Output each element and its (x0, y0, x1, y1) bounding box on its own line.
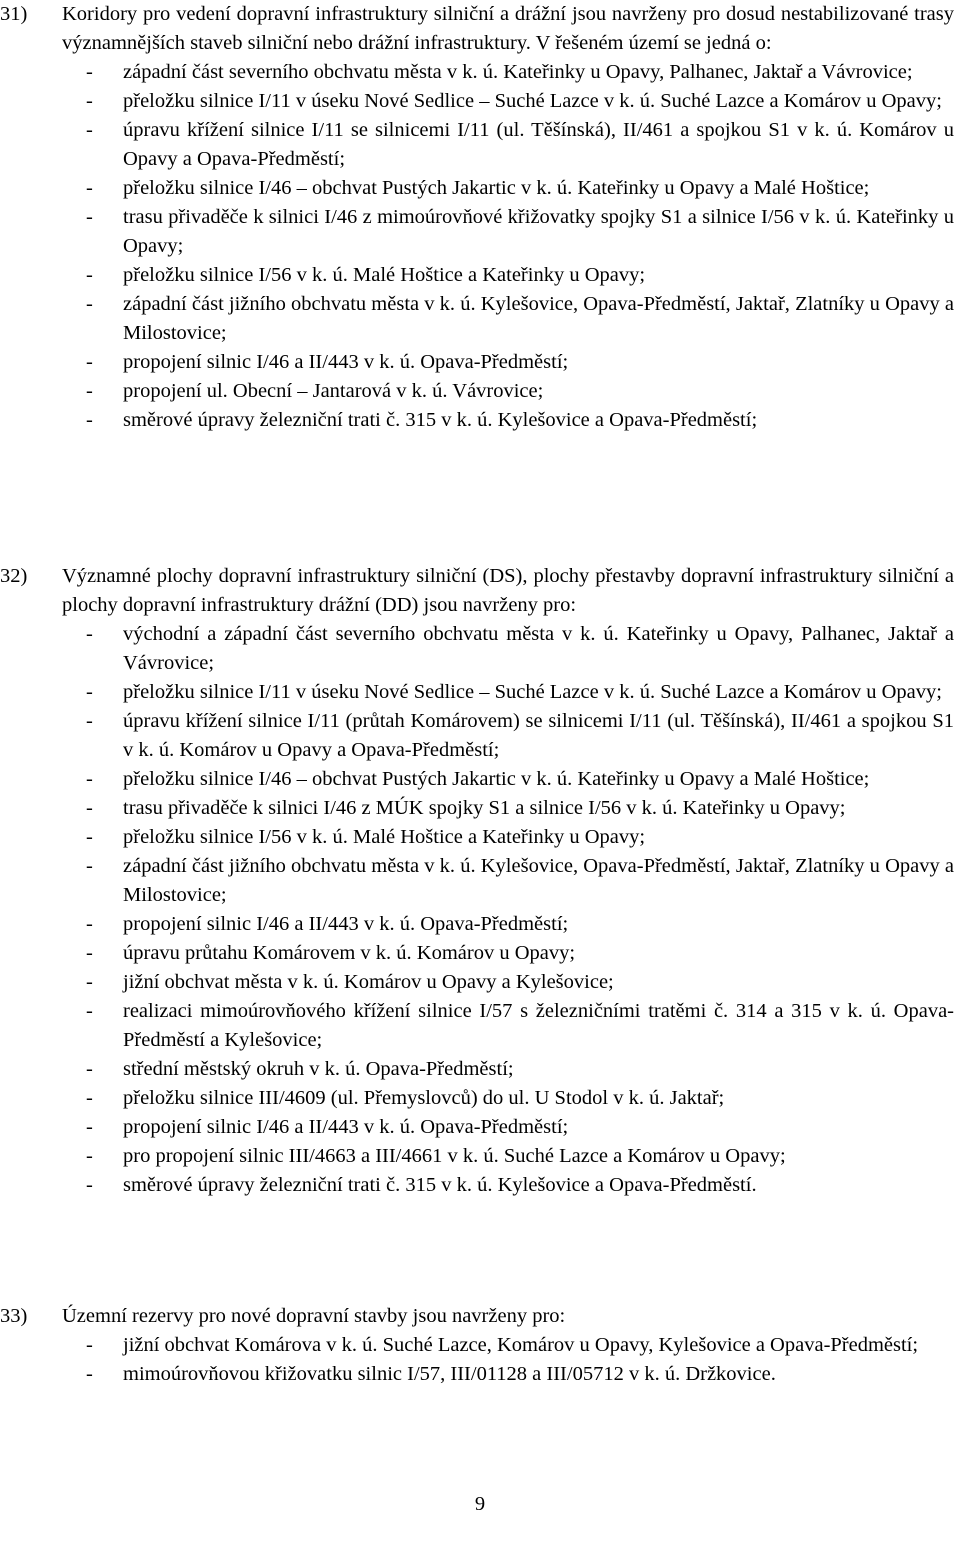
list-item: - přeložku silnice I/46 – obchvat Pustých Jakartic v k. ú. Kateřinky u Opavy a Malé Hoštice; (0, 174, 960, 203)
list-item: - směrové úpravy železniční trati č. 315 v k. ú. Kylešovice a Opava-Předměstí; (0, 406, 960, 435)
section-number: 32) (0, 565, 28, 587)
list-marker: - (86, 119, 93, 141)
list-marker: - (86, 351, 93, 373)
list-marker: - (86, 1087, 93, 1109)
list-item: - přeložku silnice I/56 v k. ú. Malé Hoštice a Kateřinky u Opavy; (0, 261, 960, 290)
list-item: - přeložku silnice I/11 v úseku Nové Sedlice – Suché Lazce v k. ú. Suché Lazce a Komárov u Opavy; (0, 678, 960, 707)
list-marker: - (86, 971, 93, 993)
list-item: - jižní obchvat města v k. ú. Komárov u Opavy a Kylešovice; (0, 968, 960, 997)
list-marker: - (86, 206, 93, 228)
list-marker: - (86, 1058, 93, 1080)
list-item: - jižní obchvat Komárova v k. ú. Suché Lazce, Komárov u Opavy, Kylešovice a Opava-Předměstí; (0, 1331, 960, 1360)
section-31 (0, 0, 960, 435)
list-marker: - (86, 293, 93, 315)
list-marker: - (86, 61, 93, 83)
list-marker: - (86, 380, 93, 402)
item-list (0, 620, 960, 1200)
list-item: - střední městský okruh v k. ú. Opava-Předměstí; (0, 1055, 960, 1084)
list-item: - přeložku silnice III/4609 (ul. Přemyslovců) do ul. U Stodol v k. ú. Jaktař; (0, 1084, 960, 1113)
list-item: - trasu přivaděče k silnici I/46 z MÚK spojky S1 a silnice I/56 v k. ú. Kateřinky u Opavy; (0, 794, 960, 823)
section-33 (0, 1302, 960, 1389)
list-marker: - (86, 681, 93, 703)
list-marker: - (86, 942, 93, 964)
list-item: - západní část jižního obchvatu města v k. ú. Kylešovice, Opava-Předměstí, Jaktař, Zlatníky u Opavy a Milostovice; (0, 290, 960, 348)
section-number: 33) (0, 1305, 28, 1327)
list-item: - propojení silnic I/46 a II/443 v k. ú. Opava-Předměstí; (0, 1113, 960, 1142)
list-item: - západní část jižního obchvatu města v k. ú. Kylešovice, Opava-Předměstí, Jaktař, Zlatníky u Opavy a Milostovice; (0, 852, 960, 910)
list-marker: - (86, 797, 93, 819)
list-marker: - (86, 1116, 93, 1138)
list-item: - úpravu křížení silnice I/11 se silnicemi I/11 (ul. Těšínská), II/461 a spojkou S1 v k. ú. Komárov u Opavy a Opava-Předměstí; (0, 116, 960, 174)
list-marker: - (86, 1145, 93, 1167)
list-marker: - (86, 177, 93, 199)
list-marker: - (86, 623, 93, 645)
section-intro-text: Koridory pro vedení dopravní infrastruktury silniční a drážní jsou navrženy pro dosud nestabilizované trasy významnějších staveb silniční nebo drážní infrastruktury. V řešeném území se jedná o: (62, 3, 954, 54)
list-item: - realizaci mimoúrovňového křížení silnice I/57 s železničními tratěmi č. 314 a 315 v k. ú. Opava-Předměstí a Kylešovice; (0, 997, 960, 1055)
list-marker: - (86, 826, 93, 848)
list-marker: - (86, 913, 93, 935)
list-marker: - (86, 1363, 93, 1385)
list-marker: - (86, 264, 93, 286)
section-intro (0, 1302, 960, 1331)
list-item: - úpravu křížení silnice I/11 (průtah Komárovem) se silnicemi I/11 (ul. Těšínská), II/461 a spojkou S1 v k. ú. Komárov u Opavy a Opava-Předměstí; (0, 707, 960, 765)
section-intro-text: Územní rezervy pro nové dopravní stavby jsou navrženy pro: (62, 1305, 566, 1327)
list-item: - východní a západní část severního obchvatu města v k. ú. Kateřinky u Opavy, Palhanec, Jaktař a Vávrovice; (0, 620, 960, 678)
list-item: - směrové úpravy železniční trati č. 315 v k. ú. Kylešovice a Opava-Předměstí. (0, 1171, 960, 1200)
item-list (0, 1331, 960, 1389)
section-32 (0, 562, 960, 1200)
list-item: - přeložku silnice I/56 v k. ú. Malé Hoštice a Kateřinky u Opavy; (0, 823, 960, 852)
section-number: 31) (0, 3, 28, 25)
list-marker: - (86, 855, 93, 877)
list-marker: - (86, 1000, 93, 1022)
list-item: - úpravu průtahu Komárovem v k. ú. Komárov u Opavy; (0, 939, 960, 968)
list-item: - přeložku silnice I/46 – obchvat Pustých Jakartic v k. ú. Kateřinky u Opavy a Malé Hoštice; (0, 765, 960, 794)
page-number: 9 (474, 1493, 486, 1515)
list-item: - západní část severního obchvatu města v k. ú. Kateřinky u Opavy, Palhanec, Jaktař a Vávrovice; (0, 58, 960, 87)
list-item: - propojení silnic I/46 a II/443 v k. ú. Opava-Předměstí; (0, 348, 960, 377)
list-item: - trasu přivaděče k silnici I/46 z mimoúrovňové křižovatky spojky S1 a silnice I/56 v k. ú. Kateřinky u Opavy; (0, 203, 960, 261)
list-marker: - (86, 409, 93, 431)
list-item: - mimoúrovňovou křižovatku silnic I/57, III/01128 a III/05712 v k. ú. Držkovice. (0, 1360, 960, 1389)
list-marker: - (86, 768, 93, 790)
list-marker: - (86, 1174, 93, 1196)
list-item: - propojení ul. Obecní – Jantarová v k. ú. Vávrovice; (0, 377, 960, 406)
list-item: - pro propojení silnic III/4663 a III/4661 v k. ú. Suché Lazce a Komárov u Opavy; (0, 1142, 960, 1171)
list-item: - propojení silnic I/46 a II/443 v k. ú. Opava-Předměstí; (0, 910, 960, 939)
item-list (0, 58, 960, 435)
section-intro (0, 0, 960, 58)
list-item: - přeložku silnice I/11 v úseku Nové Sedlice – Suché Lazce v k. ú. Suché Lazce a Komárov u Opavy; (0, 87, 960, 116)
section-intro (0, 562, 960, 620)
list-marker: - (86, 710, 93, 732)
list-marker: - (86, 1334, 93, 1356)
section-intro-text: Významné plochy dopravní infrastruktury silniční (DS), plochy přestavby dopravní infrastruktury silniční a plochy dopravní infrastruktury drážní (DD) jsou navrženy pro: (62, 565, 954, 616)
list-marker: - (86, 90, 93, 112)
